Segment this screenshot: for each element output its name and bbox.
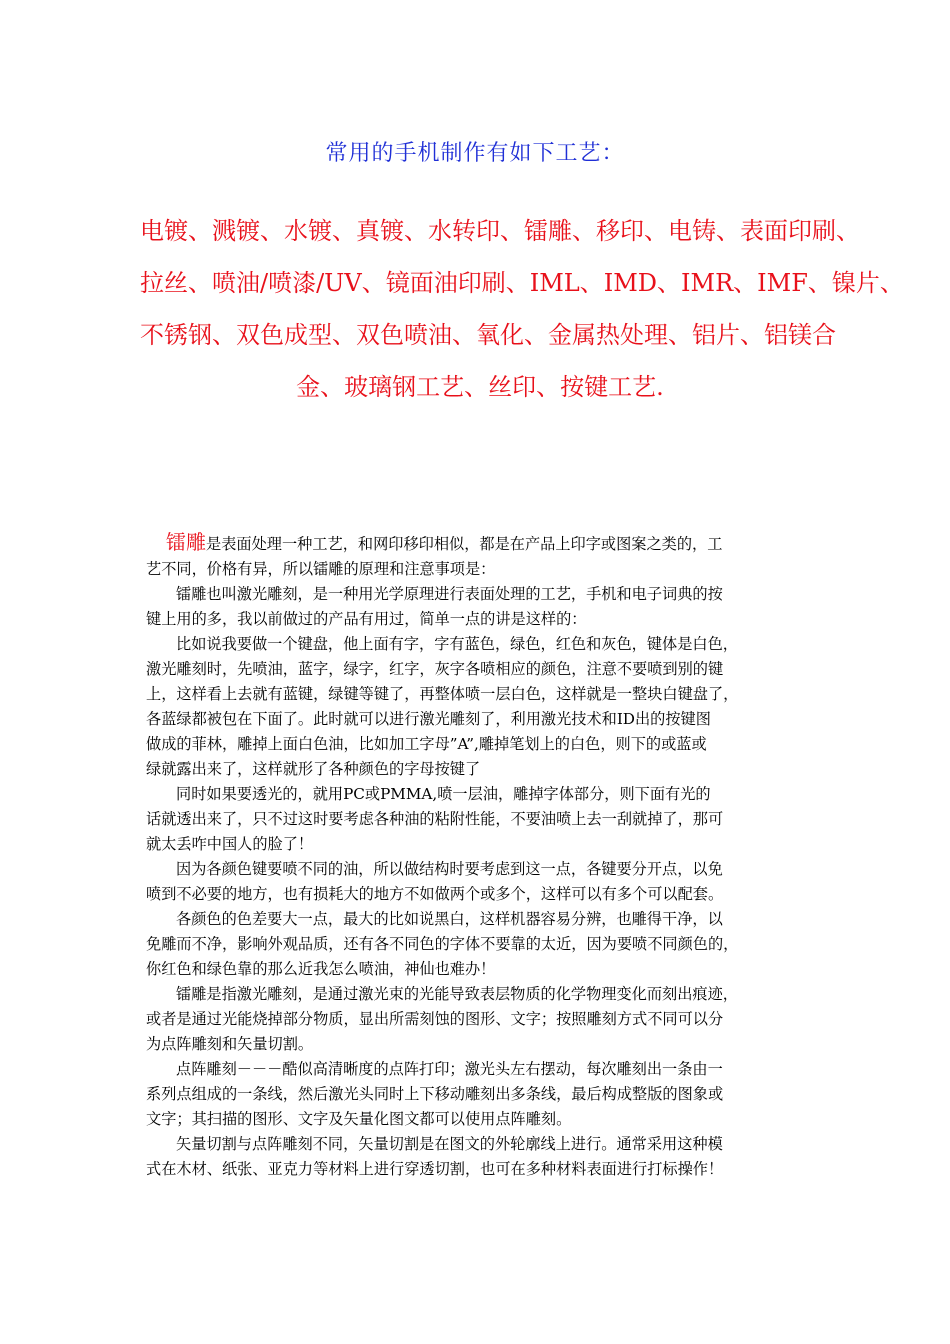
article-body <box>146 530 810 1182</box>
paragraph-line: 你红色和绿色靠的那么近我怎么喷油，神仙也难办！ <box>146 960 496 978</box>
paragraph-line: 做成的菲林，雕掉上面白色油，比如加工字母”A”,雕掉笔划上的白色，则下的或蓝或 <box>146 735 707 753</box>
paragraph-line: 就太丢咋中国人的脸了！ <box>146 835 314 853</box>
paragraph-line: 系列点组成的一条线，然后激光头同时上下移动雕刻出多条线，最后构成整版的图象或 <box>146 1085 724 1103</box>
process-line: 电镀、溅镀、水镀、真镀、水转印、镭雕、移印、电铸、表面印刷、 <box>140 217 860 245</box>
intro-paragraph <box>146 530 810 582</box>
intro-line: 是表面处理一种工艺，和网印移印相似，都是在产品上印字或图案之类的，工 <box>206 535 723 553</box>
paragraph <box>146 982 810 1057</box>
paragraph-line: 点阵雕刻－－－酷似高清晰度的点阵打印；激光头左右摆动，每次雕刻出一条由一 <box>176 1060 723 1078</box>
paragraph <box>146 782 810 857</box>
paragraph-line: 喷到不必要的地方，也有损耗大的地方不如做两个或多个，这样可以有多个可以配套。 <box>146 885 724 903</box>
paragraph <box>146 907 810 982</box>
lead-word: 镭雕 <box>166 530 206 554</box>
paragraph-line: 式在木材、纸张、亚克力等材料上进行穿透切割，也可在多种材料表面进行打标操作！ <box>146 1160 724 1178</box>
paragraph-line: 上，这样看上去就有蓝键，绿键等键了，再整体喷一层白色，这样就是一整块白键盘了， <box>146 685 739 703</box>
paragraph-line: 激光雕刻时，先喷油，蓝字，绿字，红字，灰字各喷相应的颜色，注意不要喷到别的键 <box>146 660 724 678</box>
paragraph-line: 文字；其扫描的图形、文字及矢量化图文都可以使用点阵雕刻。 <box>146 1110 572 1128</box>
paragraph-line: 矢量切割与点阵雕刻不同，矢量切割是在图文的外轮廓线上进行。通常采用这种模 <box>176 1135 723 1153</box>
page-title: 常用的手机制作有如下工艺： <box>325 141 625 166</box>
paragraph-line: 为点阵雕刻和矢量切割。 <box>146 1035 314 1053</box>
paragraph-line: 同时如果要透光的，就用PC或PMMA,喷一层油，雕掉字体部分，则下面有光的 <box>176 785 711 803</box>
paragraph <box>146 582 810 632</box>
paragraph-line: 免雕而不净，影响外观品质，还有各不同色的字体不要靠的太近，因为要喷不同颜色的， <box>146 935 739 953</box>
process-line: 拉丝、喷油/喷漆/UV、镜面油印刷、IML、IMD、IMR、IMF、镍片、 <box>140 269 904 297</box>
process-line: 金、玻璃钢工艺、丝印、按键工艺. <box>296 373 664 401</box>
paragraph-line: 因为各颜色键要喷不同的油，所以做结构时要考虑到这一点，各键要分开点，以免 <box>176 860 723 878</box>
paragraph-line: 或者是通过光能烧掉部分物质，显出所需刻蚀的图形、文字；按照雕刻方式不同可以分 <box>146 1010 724 1028</box>
paragraph <box>146 632 810 782</box>
paragraph-line: 镭雕也叫激光雕刻，是一种用光学原理进行表面处理的工艺，手机和电子词典的按 <box>176 585 723 603</box>
process-line: 不锈钢、双色成型、双色喷油、氧化、金属热处理、铝片、铝镁合 <box>140 321 836 349</box>
paragraph-line: 比如说我要做一个键盘，他上面有字，字有蓝色，绿色，红色和灰色，键体是白色， <box>176 635 738 653</box>
intro-line: 艺不同，价格有异，所以镭雕的原理和注意事项是： <box>146 560 496 578</box>
paragraph <box>146 1057 810 1132</box>
paragraph-line: 话就透出来了，只不过这时要考虑各种油的粘附性能，不要油喷上去一刮就掉了，那可 <box>146 810 724 828</box>
process-list <box>140 205 904 413</box>
paragraph-line: 绿就露出来了，这样就形了各种颜色的字母按键了 <box>146 760 481 778</box>
paragraph-line: 镭雕是指激光雕刻，是通过激光束的光能导致表层物质的化学物理变化而刻出痕迹， <box>176 985 738 1003</box>
paragraph <box>146 857 810 907</box>
paragraph-line: 键上用的多，我以前做过的产品有用过，简单一点的讲是这样的： <box>146 610 587 628</box>
paragraph-line: 各蓝绿都被包在下面了。此时就可以进行激光雕刻了，利用激光技术和ID出的按键图 <box>146 710 711 728</box>
paragraph <box>146 1132 810 1182</box>
paragraph-line: 各颜色的色差要大一点，最大的比如说黑白，这样机器容易分辨，也雕得干净，以 <box>176 910 723 928</box>
